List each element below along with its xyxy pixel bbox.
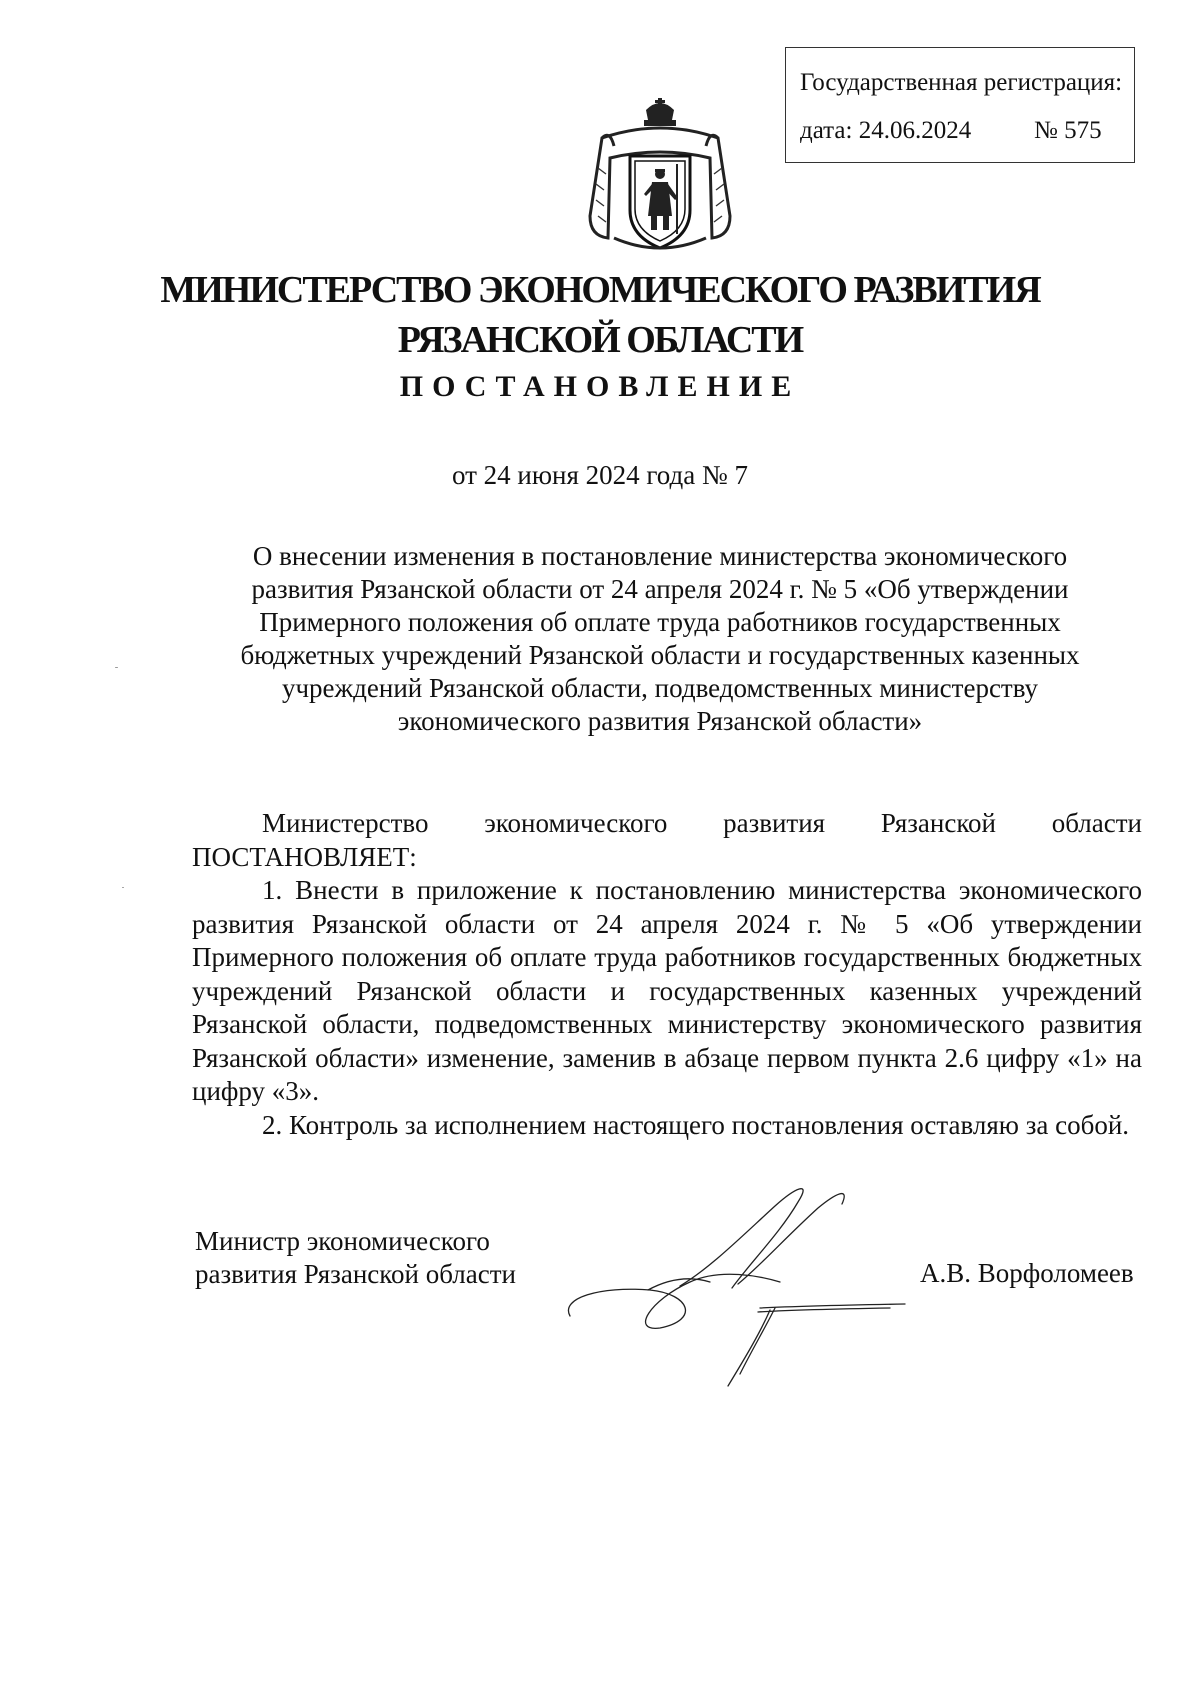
document-type: ПОСТАНОВЛЕНИЕ <box>399 370 801 403</box>
document-subject: О внесении изменения в постановление министерства экономического развития Рязанской области от 24 апреля 2024 г. № 5 «Об утверждении Примерного положения об оплате труда работников государственных бюджетных учреждений Рязанской области и государственных казенных учреждений Рязанской области, подведомственных министерству экономического развития Рязанской области» <box>240 541 1080 736</box>
document-body <box>192 807 1142 1142</box>
handwritten-signature-icon <box>560 1178 920 1398</box>
ministry-name <box>0 265 1200 365</box>
registration-date: дата: 24.06.2024 <box>800 117 972 144</box>
ryazan-coat-of-arms-icon <box>580 98 740 258</box>
preamble: Министерство экономического развития Рязанской области <box>262 808 1142 838</box>
scan-speck <box>122 887 124 888</box>
scan-speck <box>115 667 118 668</box>
registration-number: № 575 <box>1034 117 1102 144</box>
item-1: 1. Внести в приложение к постановлению министерства экономического развития Рязанской области от 24 апреля 2024 г. № 5 «Об утверждении Примерного положения об оплате труда работников государственных бюджетных учреждений Рязанской области и государственных казенных учреждений Рязанской области, подведомственных министерству экономического развития Рязанской области» изменение, заменив в абзаце первом пункта 2.6 цифру «1» на цифру «3». <box>192 875 1142 1106</box>
ministry-name-line1: МИНИСТЕРСТВО ЭКОНОМИЧЕСКОГО РАЗВИТИЯ <box>160 269 1040 311</box>
signatory-title-line2: развития Рязанской области <box>195 1259 516 1289</box>
decree-word: ПОСТАНОВЛЯЕТ: <box>192 841 417 872</box>
signatory-title-line1: Министр экономического <box>195 1226 490 1256</box>
document-date-number: от 24 июня 2024 года № 7 <box>451 460 749 490</box>
signatory-name: А.В. Ворфоломеев <box>920 1258 1134 1288</box>
item-2: 2. Контроль за исполнением настоящего постановления оставляю за собой. <box>262 1109 1130 1140</box>
ministry-name-line2: РЯЗАНСКОЙ ОБЛАСТИ <box>397 319 803 361</box>
signatory-title <box>195 1225 516 1291</box>
registration-title: Государственная регистрация: <box>800 69 1123 96</box>
registration-stamp <box>785 47 1135 163</box>
